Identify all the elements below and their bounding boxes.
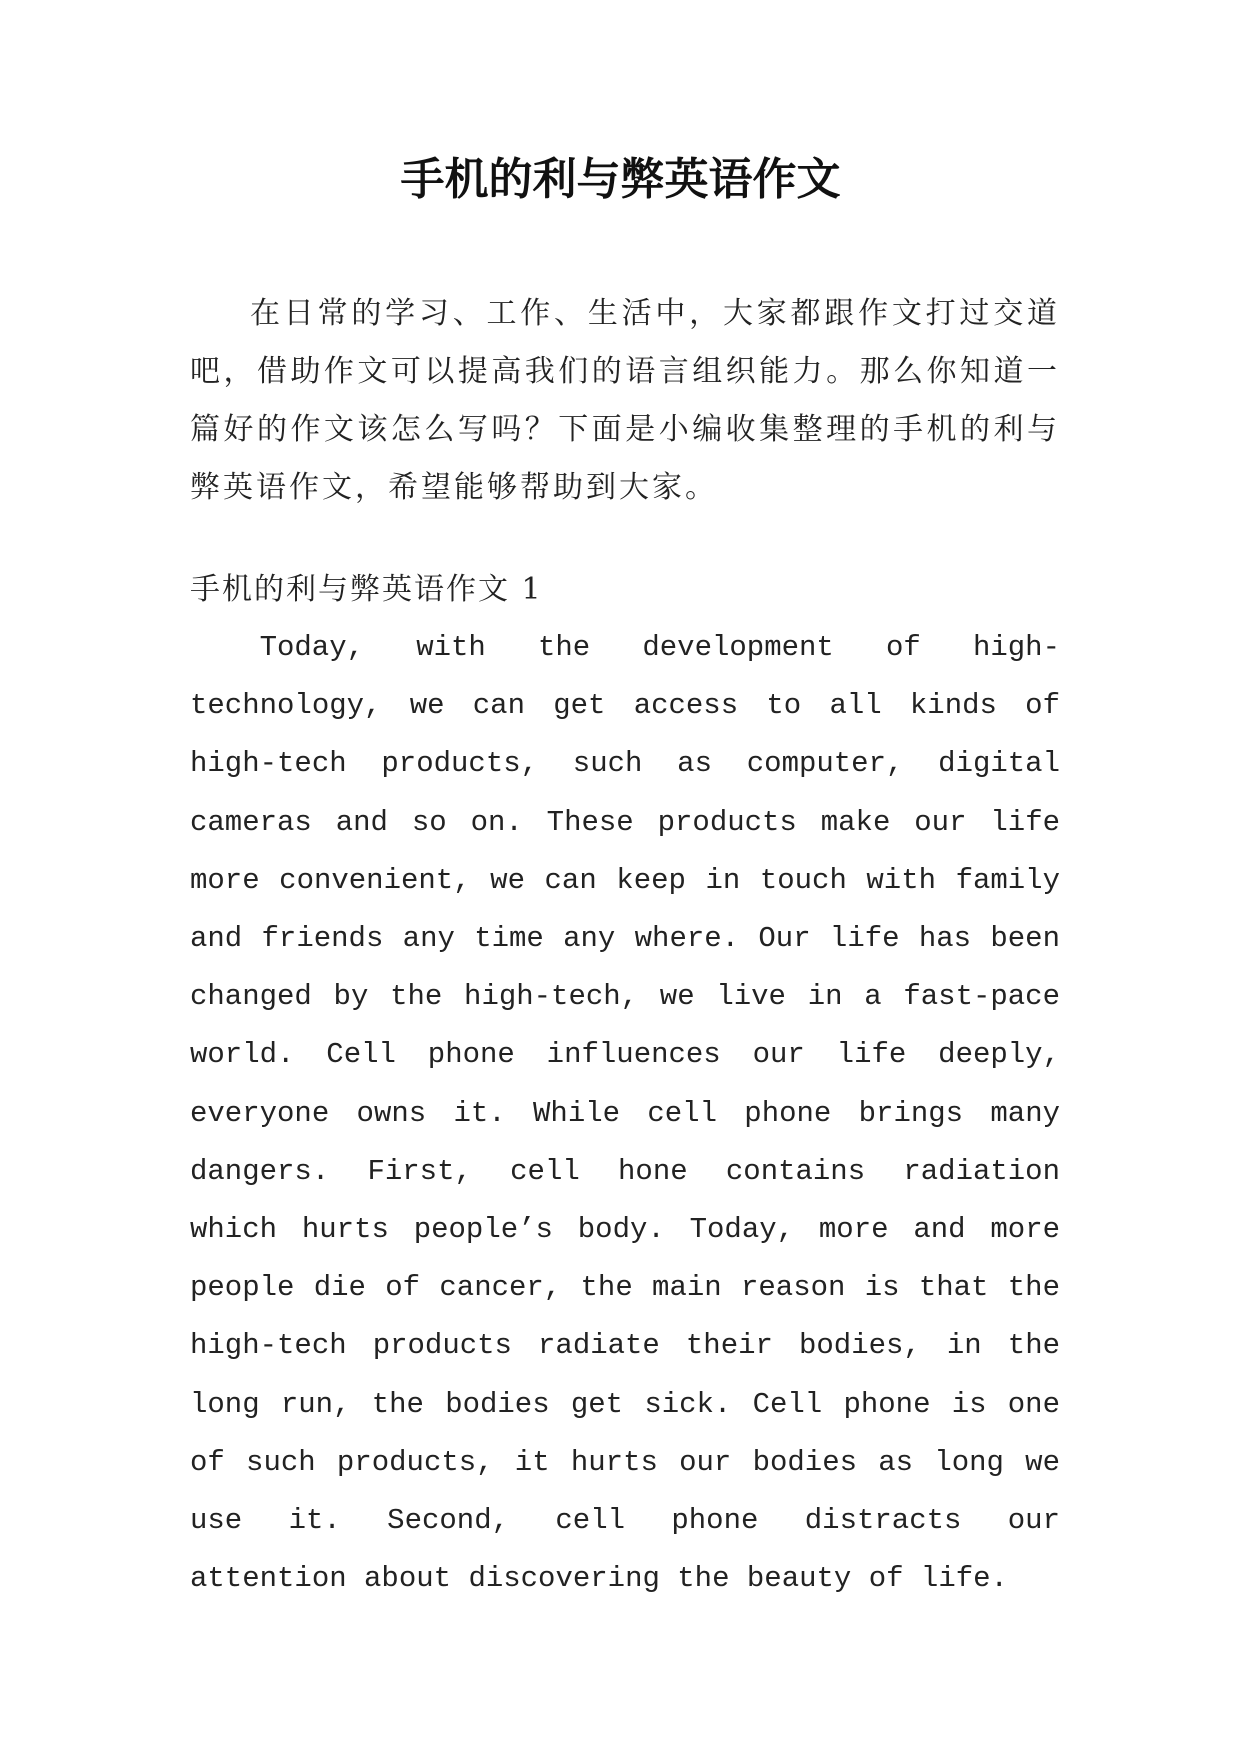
intro-paragraph: 在日常的学习、工作、生活中，大家都跟作文打过交道吧，借助作文可以提高我们的语言组织能力。那么你知道一篇好的作文该怎么写吗？下面是小编收集整理的手机的利与弊英语作文，希望能够帮助到大家。 bbox=[190, 296, 1060, 505]
section-heading: 手机的利与弊英语作文 1 bbox=[190, 572, 543, 607]
essay-paragraph: Today, with the development of high-technology, we can get access to all kinds of high-tech products, such as computer, digital cameras and so on. These products make our life more convenient, we can keep in touch with family and friends any time any where. Our life has been changed by the high-tech, we live in a fast-pace world. Cell phone influences our life deeply, everyone owns it. While cell phone brings many dangers. First, cell hone contains radiation which hurts people’s body. Today, more and more people die of cancer, the main reason is that the high-tech products radiate their bodies, in the long run, the bodies get sick. Cell phone is one of such products, it hurts our bodies as long we use it. Second, cell phone distracts our attention about discovering the beauty of life. bbox=[190, 631, 1060, 1596]
document-title: 手机的利与弊英语作文 bbox=[400, 154, 841, 205]
document-body bbox=[190, 285, 1060, 1608]
